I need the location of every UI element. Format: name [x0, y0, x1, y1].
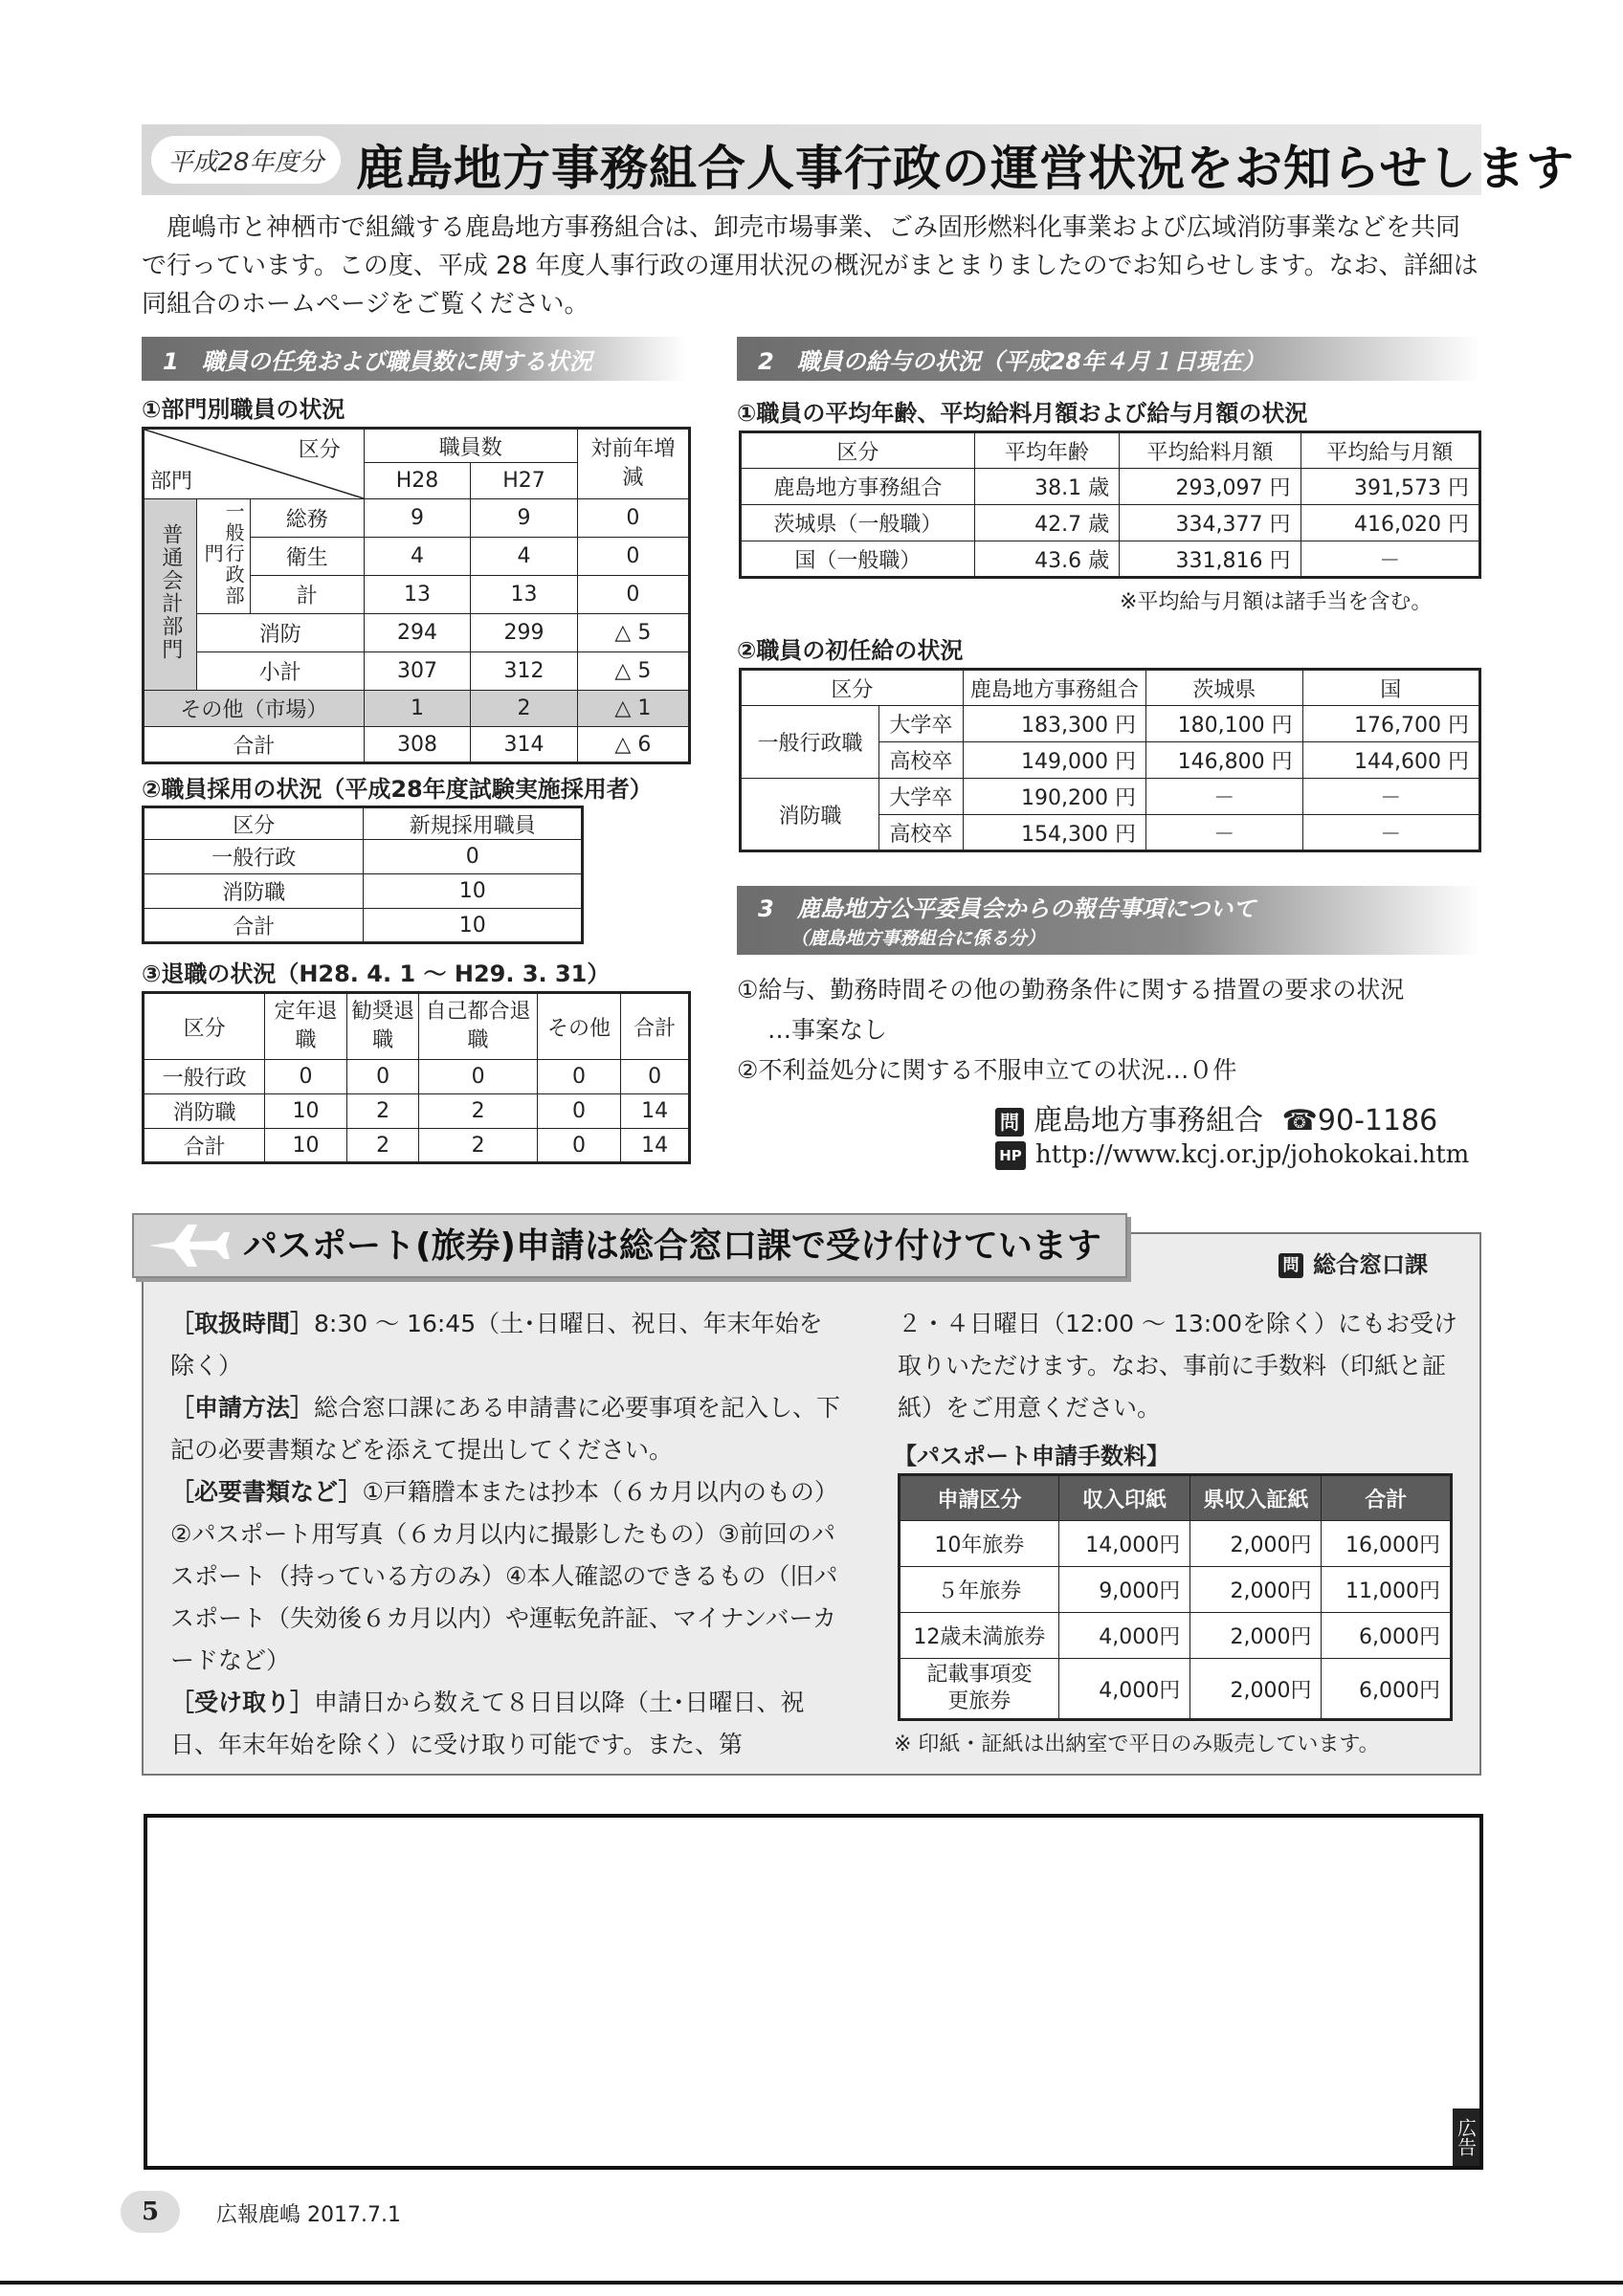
row-label: 計: [250, 576, 364, 614]
col-header: 茨城県: [1146, 670, 1303, 706]
cell: 0: [346, 1060, 419, 1094]
cell: 鹿島地方事務組合: [741, 469, 975, 505]
cell: 高校卒: [879, 742, 964, 779]
cell: 16,000円: [1322, 1521, 1452, 1567]
hp-line: [995, 1140, 1469, 1170]
page-number: 5: [121, 2191, 180, 2233]
cell: 消防職: [144, 874, 364, 909]
cell: 391,573 円: [1301, 469, 1479, 505]
cell: 0: [621, 1060, 690, 1094]
cell: 10: [265, 1094, 347, 1129]
cell: 144,600 円: [1302, 742, 1479, 779]
cell: －: [1146, 779, 1303, 815]
cell: 183,300 円: [963, 706, 1145, 742]
col-header: 自己都合退職: [419, 993, 537, 1060]
cell: 312: [471, 652, 577, 691]
pickup-continued: ２・４日曜日（12:00 ～ 13:00を除く）にもお受け取りいただけます。なお、事前に手数料（印紙と証紙）をご用意ください。: [898, 1310, 1457, 1422]
cell: ５年旅券: [900, 1567, 1059, 1613]
cell: 2,000円: [1190, 1567, 1322, 1613]
ippan-label: 一般行政部門: [201, 500, 246, 607]
cell: 13: [364, 576, 470, 614]
cell: 14: [621, 1094, 690, 1129]
group-label: 一般行政職: [741, 706, 879, 779]
cell: 2: [346, 1129, 419, 1163]
cell: 6,000円: [1322, 1613, 1452, 1659]
phone-icon: ☎: [1281, 1104, 1318, 1137]
cell: 0: [577, 499, 689, 538]
cell: 合計: [144, 909, 364, 943]
cell: －: [1302, 779, 1479, 815]
passport-window-name: 総合窓口課: [1313, 1251, 1428, 1278]
cell: 0: [537, 1094, 621, 1129]
cell: 314: [471, 727, 577, 763]
bottom-rule: [0, 2281, 1623, 2285]
header-staff-count: 職員数: [364, 429, 577, 463]
cell: 176,700 円: [1302, 706, 1479, 742]
homepage-icon: HP: [995, 1141, 1026, 1170]
cell: 334,377 円: [1120, 505, 1301, 541]
cell: －: [1302, 815, 1479, 851]
col-header: 合計: [1322, 1475, 1452, 1521]
hiring-caption: ②職員採用の状況（平成28年度試験実施採用者）: [142, 776, 653, 803]
futsu-label: 普通会計部門: [158, 522, 183, 661]
cell: 307: [364, 652, 470, 691]
header-change: 対前年増減: [577, 429, 689, 499]
col-header: 平均給与月額: [1301, 432, 1479, 469]
passport-fee-table: [898, 1473, 1453, 1721]
hiring-table: [142, 806, 584, 944]
docs-text: ①戸籍謄本または抄本（６カ月以内のもの）②パスポート用写真（６カ月以内に撮影したもの）③前回のパスポート（持っている方のみ）④本人確認のできるもの（旧パスポート（失効後６カ月以内）や運転免許証、マイナンバーカードなど）: [170, 1478, 838, 1674]
col-header: 県収入証紙: [1190, 1475, 1322, 1521]
col-header: 区分: [741, 670, 964, 706]
col-header: 平均年齢: [974, 432, 1119, 469]
col-header: 区分: [741, 432, 975, 469]
cell: 大学卒: [879, 779, 964, 815]
cell: 180,100 円: [1146, 706, 1303, 742]
cell: 0: [265, 1060, 347, 1094]
contact-org: 鹿島地方事務組合: [1034, 1104, 1263, 1137]
passport-left-column: [170, 1303, 844, 1766]
cell: 154,300 円: [963, 815, 1145, 851]
method-text: 総合窓口課にある申請書に必要事項を記入し、下記の必要書類などを添えて提出してください。: [170, 1394, 841, 1464]
cell: 10: [364, 909, 583, 943]
fee-caption: 【パスポート申請手数料】: [894, 1443, 1169, 1469]
cell: 0: [577, 538, 689, 576]
row-label: 小計: [196, 652, 364, 691]
cell: 42.7 歳: [974, 505, 1119, 541]
pickup-text: 申請日から数えて８日目以降（土･日曜日、祝日、年末年始を除く）に受け取り可能です。また、第: [170, 1689, 805, 1758]
fee-note: ※ 印紙・証紙は出納室で平日のみ販売しています。: [894, 1733, 1380, 1756]
report-line2: ②不利益処分に関する不服申立ての状況…０件: [737, 1056, 1237, 1084]
starting-salary-caption: ②職員の初任給の状況: [737, 637, 964, 664]
col-header: 新規採用職員: [364, 807, 583, 840]
cell: △ 1: [577, 691, 689, 727]
cell: 149,000 円: [963, 742, 1145, 779]
cell: 茨城県（一般職）: [741, 505, 975, 541]
cell: 10年旅券: [900, 1521, 1059, 1567]
retirement-caption: ③退職の状況（H28. 4. 1 ～ H29. 3. 31）: [142, 960, 611, 987]
cell: 294: [364, 614, 470, 652]
cell: 10: [265, 1129, 347, 1163]
header-bumon: 部門: [150, 470, 193, 494]
row-label: その他（市場）: [144, 691, 365, 727]
cell: 38.1 歳: [974, 469, 1119, 505]
cell: 記載事項変更旅券: [900, 1659, 1059, 1720]
group-label: 消防職: [741, 779, 879, 851]
col-header: 平均給料月額: [1120, 432, 1301, 469]
section1-heading: 1 職員の任免および職員数に関する状況: [142, 337, 687, 381]
inquiry-icon: 問: [995, 1108, 1024, 1137]
report-line1: ①給与、勤務時間その他の勤務条件に関する措置の要求の状況: [737, 976, 1405, 1004]
header-kubun: 区分: [298, 438, 341, 462]
cell: 2,000円: [1190, 1521, 1322, 1567]
col-header: 合計: [621, 993, 690, 1060]
ad-label: 広告: [1453, 2108, 1479, 2166]
pickup-paragraph: [170, 1682, 844, 1766]
avg-salary-caption: ①職員の平均年齢、平均給料月額および給与月額の状況: [737, 400, 1308, 427]
cell: 299: [471, 614, 577, 652]
cell: 190,200 円: [963, 779, 1145, 815]
cell: △ 6: [577, 727, 689, 763]
cell: △ 5: [577, 652, 689, 691]
cell: 12歳未満旅券: [900, 1613, 1059, 1659]
hours-label: ［取扱時間］: [170, 1310, 315, 1337]
cell: 308: [364, 727, 470, 763]
cell: 11,000円: [1322, 1567, 1452, 1613]
hours-text: 8:30 ～ 16:45（土･日曜日、祝日、年末年始を除く）: [170, 1310, 823, 1380]
cell: 43.6 歳: [974, 541, 1119, 578]
docs-label: ［必要書類など］: [170, 1478, 363, 1506]
pickup-label: ［受け取り］: [170, 1689, 315, 1716]
retirement-table: [142, 991, 691, 1164]
cell: 1: [364, 691, 470, 727]
passport-title: パスポート(旅券)申請は総合窓口課で受け付けています: [243, 1226, 1101, 1266]
method-paragraph: [170, 1387, 844, 1471]
col-header: 定年退職: [265, 993, 347, 1060]
cell: 10: [364, 874, 583, 909]
row-label: 合計: [144, 727, 365, 763]
col-header: 国: [1302, 670, 1479, 706]
cell: 6,000円: [1322, 1659, 1452, 1720]
airplane-icon: [145, 1221, 232, 1270]
header-h28: H28: [364, 463, 470, 499]
cell: 4: [471, 538, 577, 576]
section3-heading: 3 鹿島地方公平委員会からの報告事項について: [758, 895, 1256, 922]
docs-paragraph: [170, 1471, 844, 1682]
page-title: 鹿島地方事務組合人事行政の運営状況をお知らせします: [356, 141, 1575, 196]
section3-subheading: （鹿島地方事務組合に係る分）: [790, 928, 1046, 949]
report-line1b: …事案なし: [767, 1016, 888, 1044]
cell: 0: [419, 1060, 537, 1094]
dept-staff-caption: ①部門別職員の状況: [142, 396, 345, 423]
cell: 9: [471, 499, 577, 538]
intro-paragraph: 鹿嶋市と神栖市で組織する鹿島地方事務組合は、卸売市場事業、ごみ固形燃料化事業および広域消防事業などを共同で行っています。この度、平成 28 年度人事行政の運用状況の概況がまとまりましたのでお知らせします。なお、詳細は同組合のホームページをご覧ください。: [142, 213, 1478, 319]
cell: －: [1146, 815, 1303, 851]
header-diagonal-cell: [144, 429, 365, 499]
cell: 合計: [144, 1129, 265, 1163]
contact-phone: 90-1186: [1317, 1104, 1438, 1137]
cell: 293,097 円: [1120, 469, 1301, 505]
row-label: 衛生: [250, 538, 364, 576]
cell: 13: [471, 576, 577, 614]
cell: 14: [621, 1129, 690, 1163]
cell: 2: [471, 691, 577, 727]
cell: 9,000円: [1058, 1567, 1189, 1613]
contact-line: [995, 1096, 1437, 1138]
cell: －: [1301, 541, 1479, 578]
section2-heading: 2 職員の給与の状況（平成28年４月１日現在）: [737, 337, 1481, 381]
inquiry-icon: 問: [1278, 1253, 1303, 1278]
cell: 0: [577, 576, 689, 614]
cell: 高校卒: [879, 815, 964, 851]
cell: 4,000円: [1058, 1613, 1189, 1659]
cell: 一般行政: [144, 840, 364, 874]
cell: 国（一般職）: [741, 541, 975, 578]
publication-name: 広報鹿嶋 2017.7.1: [216, 2203, 401, 2227]
cell: 0: [364, 840, 583, 874]
col-header: 申請区分: [900, 1475, 1059, 1521]
col-header: その他: [537, 993, 621, 1060]
method-label: ［申請方法］: [170, 1394, 315, 1422]
cell: 一般行政: [144, 1060, 265, 1094]
cell: 2: [419, 1129, 537, 1163]
cell: 9: [364, 499, 470, 538]
cell: 4,000円: [1058, 1659, 1189, 1720]
cell: 2,000円: [1190, 1659, 1322, 1720]
col-header: 区分: [144, 807, 364, 840]
cell: 4: [364, 538, 470, 576]
row-label: 消防: [196, 614, 364, 652]
hours-paragraph: [170, 1303, 844, 1387]
col-header: 鹿島地方事務組合: [963, 670, 1145, 706]
cell: 2: [419, 1094, 537, 1129]
year-badge: 平成28年度分: [151, 136, 341, 184]
cell: 416,020 円: [1301, 505, 1479, 541]
cell: 2,000円: [1190, 1613, 1322, 1659]
cell: 14,000円: [1058, 1521, 1189, 1567]
cell: 0: [537, 1060, 621, 1094]
row-label: 総務: [250, 499, 364, 538]
cell: 146,800 円: [1146, 742, 1303, 779]
col-header: 収入印紙: [1058, 1475, 1189, 1521]
starting-salary-table: [739, 668, 1481, 852]
homepage-url[interactable]: http://www.kcj.or.jp/johokokai.htm: [1035, 1140, 1470, 1169]
col-header: 区分: [144, 993, 265, 1060]
col-header: 勧奨退職: [346, 993, 419, 1060]
cell: 2: [346, 1094, 419, 1129]
cell: 0: [537, 1129, 621, 1163]
header-h27: H27: [471, 463, 577, 499]
ad-box: [144, 1814, 1483, 2170]
salary-note: ※平均給与月額は諸手当を含む。: [1120, 590, 1433, 614]
passport-window: [1278, 1246, 1428, 1279]
avg-salary-table: [739, 430, 1481, 579]
cell: 331,816 円: [1120, 541, 1301, 578]
dept-staff-table: [142, 427, 691, 764]
cell: 大学卒: [879, 706, 964, 742]
cell: △ 5: [577, 614, 689, 652]
cell: 消防職: [144, 1094, 265, 1129]
